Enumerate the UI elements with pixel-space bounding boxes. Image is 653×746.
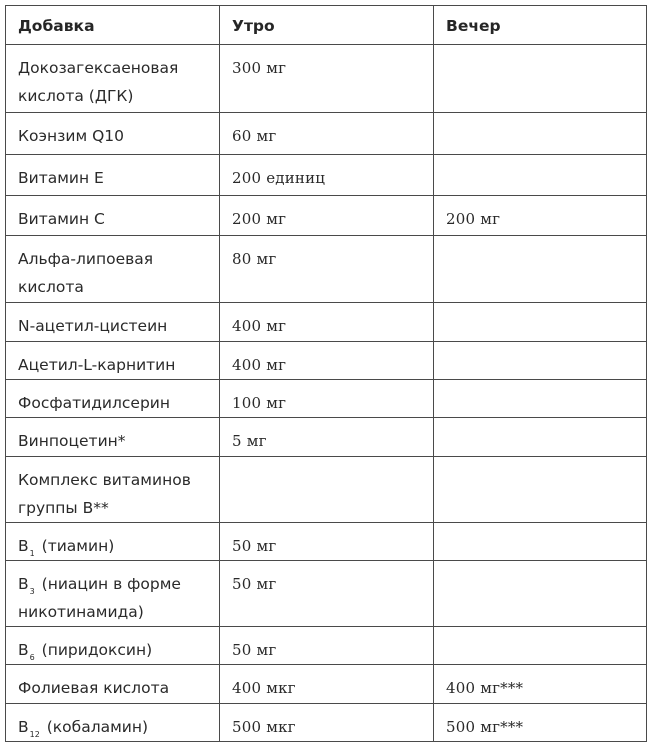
evening-dose: 200 мг	[434, 196, 647, 236]
morning-dose: 400 мг	[220, 303, 434, 342]
evening-dose	[434, 457, 647, 523]
supplement-name: Витамин C	[6, 196, 220, 236]
supplement-name: Альфа-липоевая кислота	[6, 236, 220, 303]
morning-dose: 400 мг	[220, 342, 434, 380]
table-row	[6, 665, 647, 704]
supplement-name: Комплекс витаминов группы B**	[6, 457, 220, 523]
morning-dose: 80 мг	[220, 236, 434, 303]
table-row	[6, 457, 647, 523]
vitamin-subscript: 3	[29, 587, 35, 596]
vitamin-letter: B	[18, 641, 29, 659]
table-row	[6, 561, 647, 627]
evening-dose	[434, 523, 647, 561]
table-row	[6, 196, 647, 236]
table-row	[6, 523, 647, 561]
supplement-name	[6, 561, 220, 627]
supplement-schedule-table	[5, 5, 647, 742]
morning-dose: 50 мг	[220, 523, 434, 561]
supplement-name: N-ацетил-цистеин	[6, 303, 220, 342]
morning-dose: 50 мг	[220, 627, 434, 665]
supplement-name: Винпоцетин*	[6, 418, 220, 457]
table-row	[6, 303, 647, 342]
morning-dose: 60 мг	[220, 113, 434, 155]
morning-dose: 200 мг	[220, 196, 434, 236]
header-evening: Вечер	[434, 6, 647, 45]
table-row	[6, 45, 647, 113]
vitamin-subscript: 6	[29, 653, 35, 662]
vitamin-description: (тиамин)	[36, 537, 115, 555]
supplement-name	[6, 627, 220, 665]
header-row	[6, 6, 647, 45]
vitamin-description: (ниацин в форме никотинамида)	[18, 575, 181, 621]
morning-dose: 300 мг	[220, 45, 434, 113]
supplement-name	[6, 523, 220, 561]
vitamin-letter: B	[18, 575, 29, 593]
vitamin-letter: B	[18, 718, 29, 736]
evening-dose	[434, 561, 647, 627]
evening-dose: 400 мг***	[434, 665, 647, 704]
evening-dose	[434, 45, 647, 113]
supplement-name: Фосфатидилсерин	[6, 380, 220, 418]
morning-dose: 5 мг	[220, 418, 434, 457]
header-supplement: Добавка	[6, 6, 220, 45]
supplement-name: Докозагексаеновая кислота (ДГК)	[6, 45, 220, 113]
supplement-name: Коэнзим Q10	[6, 113, 220, 155]
morning-dose: 500 мкг	[220, 704, 434, 742]
evening-dose	[434, 113, 647, 155]
evening-dose	[434, 627, 647, 665]
table-row	[6, 704, 647, 742]
table-row	[6, 236, 647, 303]
evening-dose: 500 мг***	[434, 704, 647, 742]
vitamin-letter: B	[18, 537, 29, 555]
supplement-name: Витамин E	[6, 155, 220, 196]
table-row	[6, 380, 647, 418]
supplement-name: Ацетил-L-карнитин	[6, 342, 220, 380]
supplement-name	[6, 704, 220, 742]
supplement-name: Фолиевая кислота	[6, 665, 220, 704]
vitamin-description: (пиридоксин)	[36, 641, 153, 659]
morning-dose: 100 мг	[220, 380, 434, 418]
vitamin-subscript: 12	[29, 730, 40, 739]
table-row	[6, 627, 647, 665]
evening-dose	[434, 418, 647, 457]
table-row	[6, 418, 647, 457]
evening-dose	[434, 380, 647, 418]
table-row	[6, 342, 647, 380]
table-body	[6, 45, 647, 742]
table-row	[6, 155, 647, 196]
morning-dose	[220, 457, 434, 523]
evening-dose	[434, 155, 647, 196]
vitamin-subscript: 1	[29, 549, 35, 558]
morning-dose: 200 единиц	[220, 155, 434, 196]
morning-dose: 400 мкг	[220, 665, 434, 704]
evening-dose	[434, 342, 647, 380]
header-morning: Утро	[220, 6, 434, 45]
evening-dose	[434, 303, 647, 342]
evening-dose	[434, 236, 647, 303]
table-row	[6, 113, 647, 155]
morning-dose: 50 мг	[220, 561, 434, 627]
vitamin-description: (кобаламин)	[41, 718, 149, 736]
